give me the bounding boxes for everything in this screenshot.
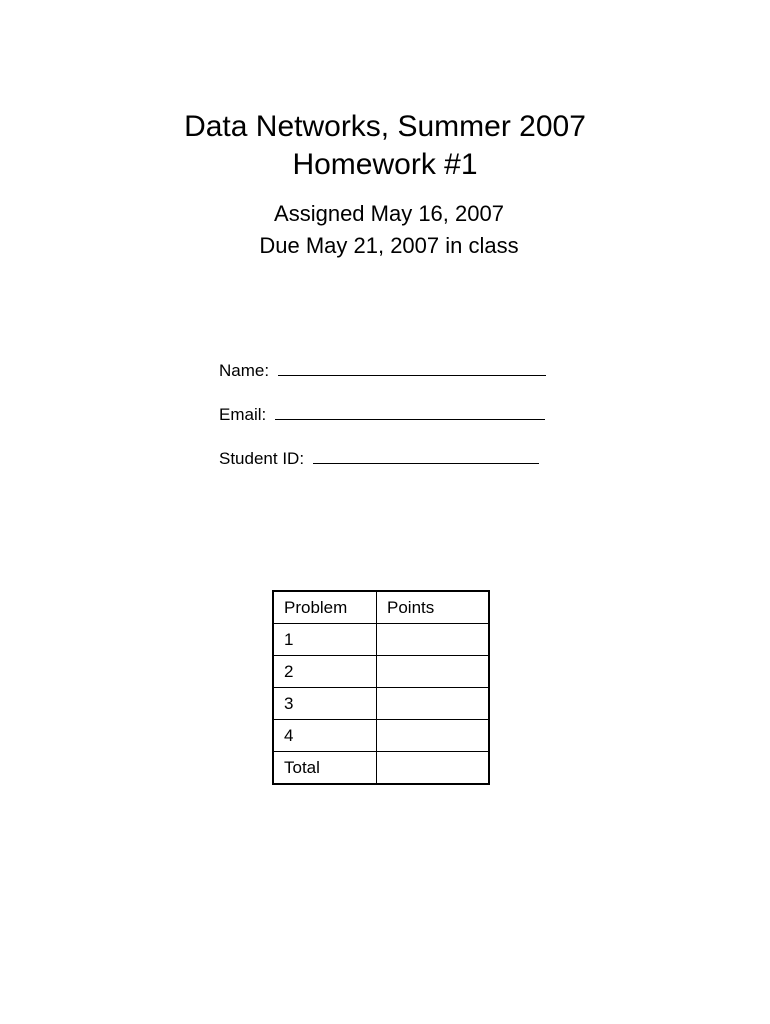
problem-cell: 1 [273, 624, 377, 656]
table-row [273, 720, 489, 752]
table-row [273, 688, 489, 720]
points-cell [377, 656, 490, 688]
points-cell [377, 688, 490, 720]
name-blank-line[interactable] [278, 359, 546, 376]
name-field [219, 359, 546, 381]
problem-cell: 3 [273, 688, 377, 720]
assigned-date: Assigned May 16, 2007 [274, 201, 504, 226]
date-info [0, 198, 770, 262]
due-date: Due May 21, 2007 in class [259, 233, 519, 258]
homework-title: Homework #1 [292, 148, 478, 181]
points-cell [377, 624, 490, 656]
email-label: Email: [219, 405, 267, 424]
header-problem: Problem [273, 591, 377, 624]
header-points: Points [377, 591, 490, 624]
table-header-row [273, 591, 489, 624]
student-id-label: Student ID: [219, 449, 305, 468]
problem-cell: 2 [273, 656, 377, 688]
total-label-cell: Total [273, 752, 377, 785]
email-field [219, 403, 545, 425]
points-cell [377, 720, 490, 752]
student-id-blank-line[interactable] [313, 447, 539, 464]
name-label: Name: [219, 361, 270, 380]
course-title: Data Networks, Summer 2007 [184, 110, 586, 143]
email-blank-line[interactable] [275, 403, 545, 420]
problem-cell: 4 [273, 720, 377, 752]
table-row [273, 656, 489, 688]
document-title [0, 108, 770, 184]
student-id-field [219, 447, 539, 469]
table-row [273, 624, 489, 656]
score-table [272, 590, 490, 785]
table-row-total [273, 752, 489, 785]
total-points-cell [377, 752, 490, 785]
